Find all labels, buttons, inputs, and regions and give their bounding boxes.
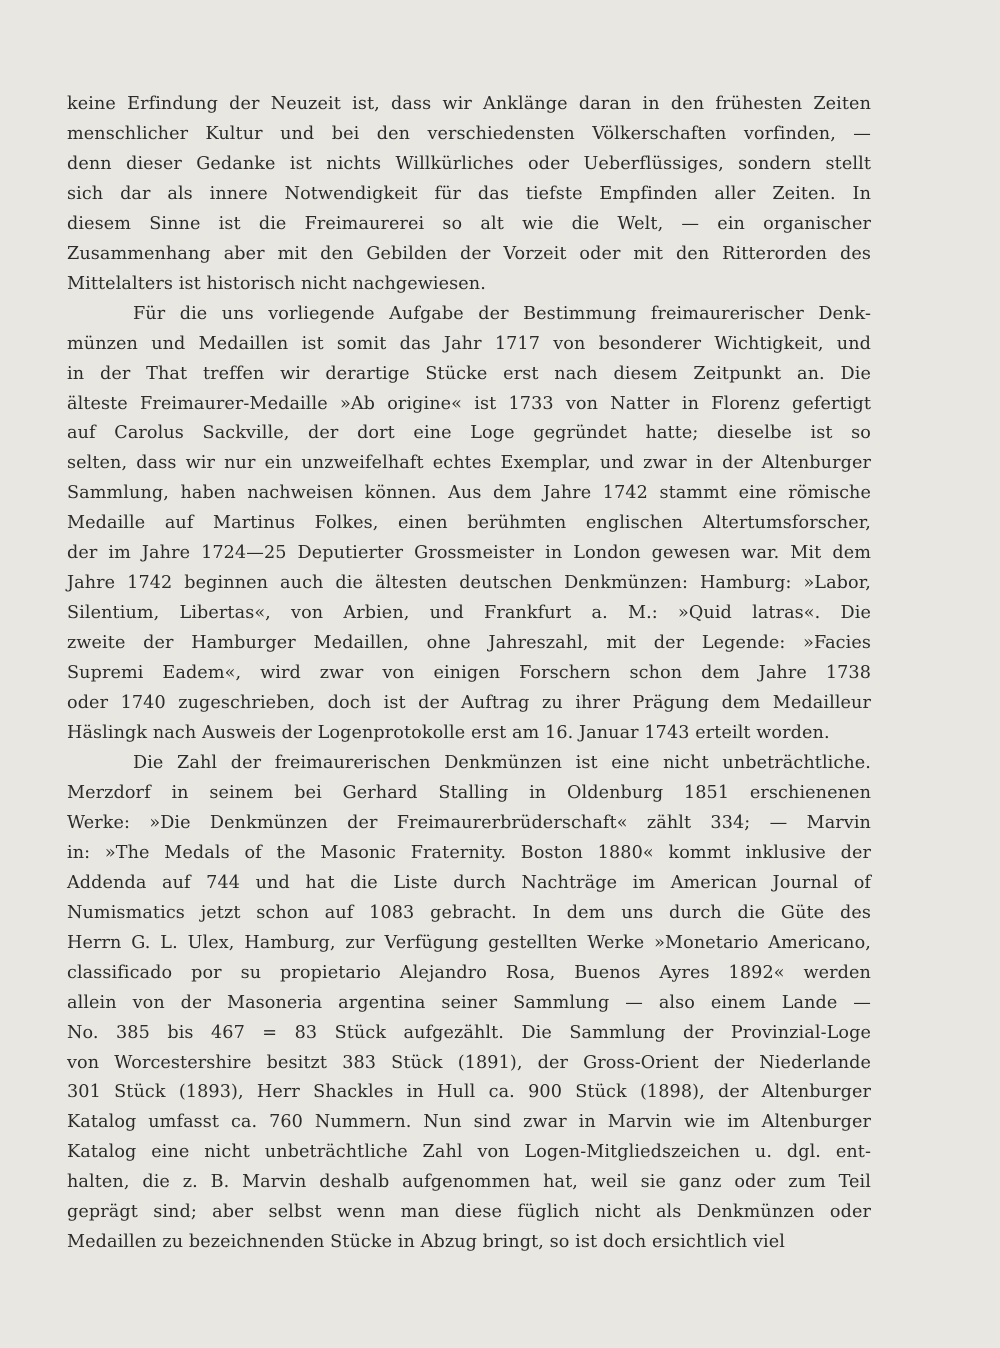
text-line: allein von der Masoneria argentina seiner Sammlung — also einem Lande — (67, 992, 871, 1013)
text-line: Silentium, Libertas«, von Arbien, und Frankfurt a. M.: »Quid latras«. Die (67, 603, 871, 624)
text-line: Die Zahl der freimaurerischen Denkmünzen ist eine nicht unbeträchtliche. (133, 752, 871, 773)
text-line: oder 1740 zugeschrieben, doch ist der Auftrag zu ihrer Prägung dem Medailleur (67, 693, 871, 714)
body-text (67, 90, 871, 1258)
text-line: Numismatics jetzt schon auf 1083 gebracht. In dem uns durch die Güte des (67, 902, 871, 923)
text-line: Herrn G. L. Ulex, Hamburg, zur Verfügung gestellten Werke »Monetario Americano, (67, 932, 871, 953)
text-line: in der That treffen wir derartige Stücke erst nach diesem Zeitpunkt an. Die (67, 363, 871, 384)
text-line: Zusammenhang aber mit den Gebilden der Vorzeit oder mit den Ritterorden des (67, 243, 871, 264)
text-line: geprägt sind; aber selbst wenn man diese füglich nicht als Denkmünzen oder (67, 1202, 871, 1223)
paragraph (67, 749, 871, 1258)
text-line: sich dar als innere Notwendigkeit für das tiefste Empfinden aller Zeiten. In (67, 183, 871, 204)
text-line: Medaillen zu bezeichnenden Stücke in Abzug bringt, so ist doch ersichtlich viel (67, 1232, 785, 1253)
text-line: diesem Sinne ist die Freimaurerei so alt wie die Welt, — ein organischer (67, 213, 871, 234)
text-line: auf Carolus Sackville, der dort eine Loge gegründet hatte; dieselbe ist so (67, 423, 871, 444)
text-line: älteste Freimaurer-Medaille »Ab origine« ist 1733 von Natter in Florenz gefertigt (67, 393, 871, 414)
text-line: classificado por su propietario Alejandro Rosa, Buenos Ayres 1892« werden (67, 962, 871, 983)
text-line: Jahre 1742 beginnen auch die ältesten deutschen Denkmünzen: Hamburg: »Labor, (67, 573, 871, 594)
text-line: 301 Stück (1893), Herr Shackles in Hull ca. 900 Stück (1898), der Altenburger (67, 1082, 871, 1103)
text-line: Katalog umfasst ca. 760 Nummern. Nun sind zwar in Marvin wie im Altenburger (67, 1112, 871, 1133)
text-line: Katalog eine nicht unbeträchtliche Zahl von Logen-Mitgliedszeichen u. dgl. ent- (67, 1142, 871, 1163)
text-line: Häslingk nach Ausweis der Logenprotokolle erst am 16. Januar 1743 erteilt worden. (67, 723, 830, 744)
text-line: in: »The Medals of the Masonic Fraternity. Boston 1880« kommt inklusive der (67, 842, 871, 863)
text-line: Werke: »Die Denkmünzen der Freimaurerbrüderschaft« zählt 334; — Marvin (67, 812, 871, 833)
text-line: der im Jahre 1724—25 Deputierter Grossmeister in London gewesen war. Mit dem (67, 543, 871, 564)
text-line: No. 385 bis 467 = 83 Stück aufgezählt. Die Sammlung der Provinzial-Loge (67, 1022, 871, 1043)
text-line: Supremi Eadem«, wird zwar von einigen Forschern schon dem Jahre 1738 (67, 663, 871, 684)
text-line: münzen und Medaillen ist somit das Jahr 1717 von besonderer Wichtigkeit, und (67, 333, 871, 354)
text-line: selten, dass wir nur ein unzweifelhaft echtes Exemplar, und zwar in der Altenburger (67, 453, 871, 474)
text-line: Medaille auf Martinus Folkes, einen berühmten englischen Altertumsforscher, (67, 513, 871, 534)
text-line: Für die uns vorliegende Aufgabe der Bestimmung freimaurerischer Denk- (133, 303, 871, 324)
text-line: keine Erfindung der Neuzeit ist, dass wir Anklänge daran in den frühesten Zeiten (67, 94, 871, 114)
text-line: menschlicher Kultur und bei den verschiedensten Völkerschaften vorfinden, — (67, 123, 871, 144)
text-line: Sammlung, haben nachweisen können. Aus dem Jahre 1742 stammt eine römische (67, 483, 871, 504)
paragraph (67, 90, 871, 300)
text-line: denn dieser Gedanke ist nichts Willkürliches oder Ueberflüssiges, sondern stellt (67, 153, 871, 174)
text-line: Mittelalters ist historisch nicht nachgewiesen. (67, 273, 486, 294)
text-line: zweite der Hamburger Medaillen, ohne Jahreszahl, mit der Legende: »Facies (67, 633, 871, 654)
text-line: Addenda auf 744 und hat die Liste durch Nachträge im American Journal of (67, 872, 871, 893)
text-line: halten, die z. B. Marvin deshalb aufgenommen hat, weil sie ganz oder zum Teil (67, 1172, 871, 1193)
text-line: Merzdorf in seinem bei Gerhard Stalling in Oldenburg 1851 erschienenen (67, 782, 871, 803)
paragraph (67, 300, 871, 749)
text-line: von Worcestershire besitzt 383 Stück (1891), der Gross-Orient der Niederlande (67, 1052, 871, 1073)
